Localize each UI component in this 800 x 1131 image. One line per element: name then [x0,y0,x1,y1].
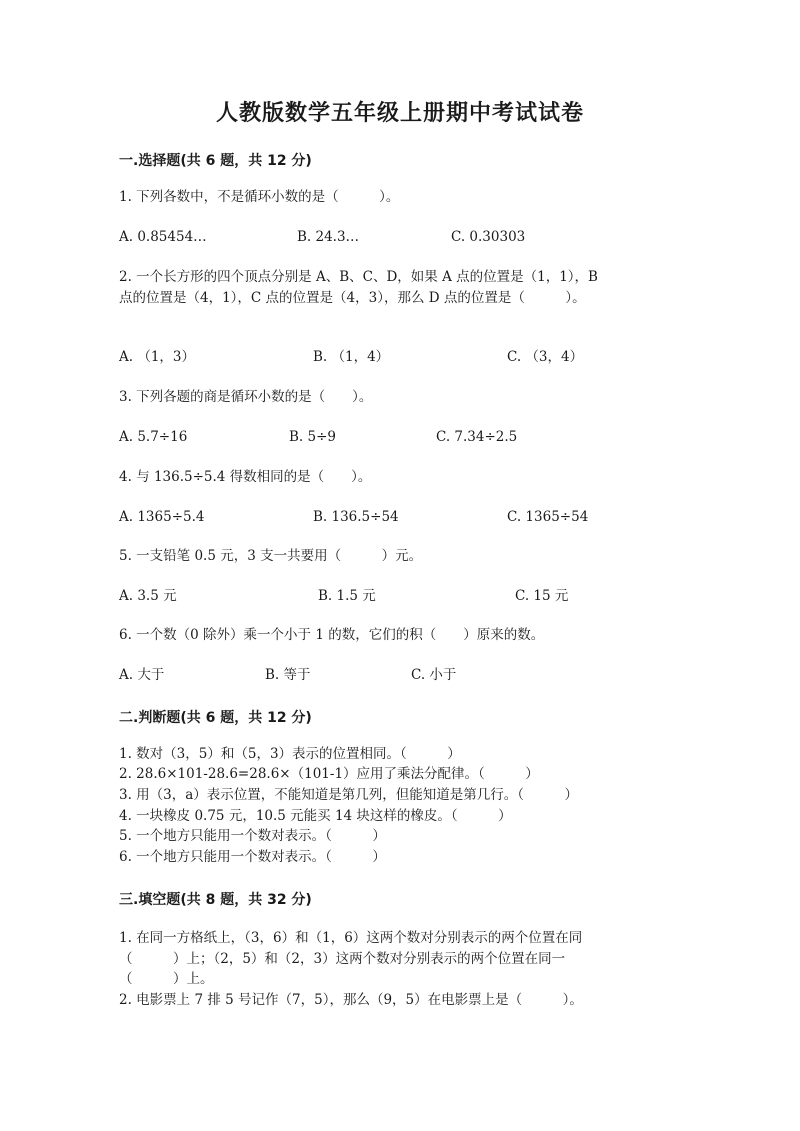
question-2-option-a: A. （1，3） [119,349,196,365]
question-3: 3. 下列各题的商是循环小数的是（ ）。 [119,389,373,405]
question-1-option-c: C. 0.30303 [451,229,526,245]
question-5-option-b: B. 1.5 元 [318,588,376,604]
question-3-option-c: C. 7.34÷2.5 [436,429,518,445]
judgement-item-2: 2. 28.6×101-28.6=28.6×（101-1）应用了乘法分配律。（ ） [119,766,539,782]
judgement-item-6: 6. 一个地方只能用一个数对表示。（ ） [119,849,386,865]
fill-blank-2: 2. 电影票上 7 排 5 号记作（7，5），那么（9，5）在电影票上是（ ）。 [119,992,583,1008]
question-6-option-b: B. 等于 [265,667,311,683]
question-6: 6. 一个数（0 除外）乘一个小于 1 的数，它们的积（ ）原来的数。 [119,627,545,643]
question-2-line-1: 2. 一个长方形的四个顶点分别是 A、B、C、D，如果 A 点的位置是（1，1），B [119,269,598,285]
question-5-option-a: A. 3.5 元 [119,588,177,604]
question-4: 4. 与 136.5÷5.4 得数相同的是（ ）。 [119,469,372,485]
question-4-option-c: C. 1365÷54 [507,509,589,525]
judgement-item-1: 1. 数对（3，5）和（5，3）表示的位置相同。（ ） [119,746,461,762]
section-heading-fill-blank: 三.填空题(共 8 题，共 32 分) [119,892,312,908]
question-6-option-a: A. 大于 [119,667,165,683]
judgement-item-3: 3. 用（3，a）表示位置，不能知道是第几列，但能知道是第几行。（ ） [119,787,579,803]
question-2-option-c: C. （3，4） [507,349,584,365]
judgement-item-5: 5. 一个地方只能用一个数对表示。（ ） [119,828,386,844]
section-heading-choice: 一.选择题(共 6 题，共 12 分) [119,153,312,169]
question-4-option-b: B. 136.5÷54 [313,509,399,525]
fill-blank-1-line-1: 1. 在同一方格纸上，（3，6）和（1，6）这两个数对分别表示的两个位置在同 [119,930,583,946]
fill-blank-1-line-3: （ ）上。 [119,971,214,987]
question-3-option-a: A. 5.7÷16 [119,429,188,445]
fill-blank-1-line-2: （ ）上；（2，5）和（2，3）这两个数对分别表示的两个位置在同一 [119,951,566,967]
question-2-line-2: 点的位置是（4，1），C 点的位置是（4，3），那么 D 点的位置是（ ）。 [119,290,586,306]
question-2-option-b: B. （1，4） [313,349,390,365]
question-1-option-a: A. 0.85454… [119,229,207,245]
question-5: 5. 一支铅笔 0.5 元，3 支一共要用（ ）元。 [119,548,423,564]
question-4-option-a: A. 1365÷5.4 [119,509,205,525]
page-title: 人教版数学五年级上册期中考试试卷 [215,101,584,126]
question-6-option-c: C. 小于 [411,667,457,683]
question-1-option-b: B. 24.3… [297,229,360,245]
question-5-option-c: C. 15 元 [515,588,569,604]
question-3-option-b: B. 5÷9 [289,429,336,445]
question-1: 1. 下列各数中，不是循环小数的是（ ）。 [119,189,400,205]
section-heading-judgement: 二.判断题(共 6 题，共 12 分) [119,710,312,726]
judgement-item-4: 4. 一块橡皮 0.75 元，10.5 元能买 14 块这样的橡皮。（ ） [119,808,512,824]
